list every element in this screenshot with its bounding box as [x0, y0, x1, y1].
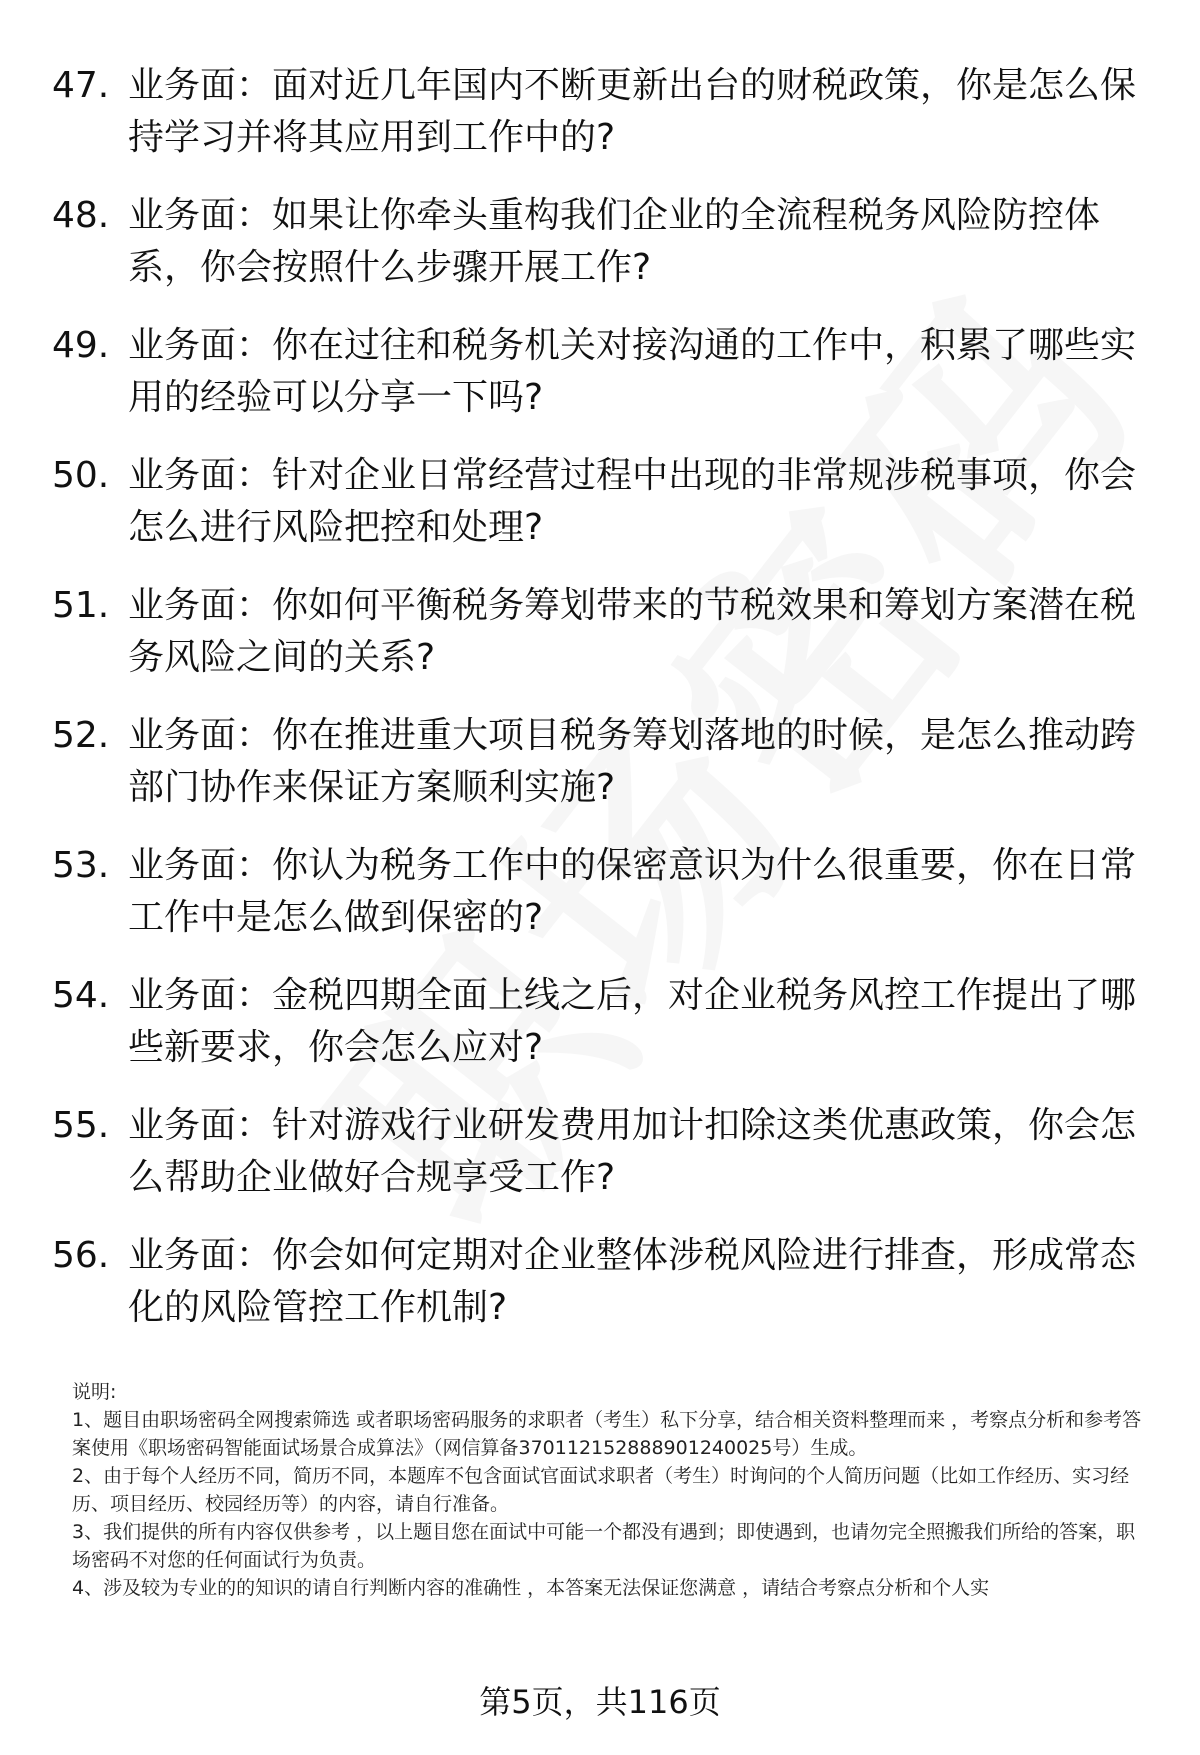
notes-heading: 说明:: [72, 1381, 117, 1403]
notes-section: [72, 1378, 1152, 1602]
question-number: 54.: [52, 975, 110, 1016]
question-text: 业务面：针对企业日常经营过程中出现的非常规涉税事项，你会怎么进行风险把控和处理?: [128, 455, 1137, 548]
question-text: 业务面：你如何平衡税务筹划带来的节税效果和筹划方案潜在税务风险之间的关系?: [128, 585, 1137, 678]
question-text: 业务面：你认为税务工作中的保密意识为什么很重要，你在日常工作中是怎么做到保密的?: [128, 845, 1137, 938]
note-item: 4、涉及较为专业的的知识的请自行判断内容的准确性 ，本答案无法保证您满意 ，请结合考察点分析和个人实: [72, 1577, 990, 1599]
note-item: 2、由于每个人经历不同，简历不同，本题库不包含面试官面试求职者（考生）时询问的个人简历问题（比如工作经历、实习经历、项目经历、校园经历等）的内容，请自行准备。: [72, 1465, 1130, 1515]
question-text: 业务面：如果让你牵头重构我们企业的全流程税务风险防控体系，你会按照什么步骤开展工作?: [128, 195, 1101, 288]
question-item: [0, 190, 1200, 320]
question-item: [0, 320, 1200, 450]
question-number: 56.: [52, 1235, 110, 1276]
question-item: [0, 1100, 1200, 1230]
question-item: [0, 840, 1200, 970]
question-number: 50.: [52, 455, 110, 496]
page-number: 第5页，共116页: [479, 1683, 721, 1721]
note-item: 3、我们提供的所有内容仅供参考 ，以上题目您在面试中可能一个都没有遇到；即使遇到，也请勿完全照搬我们所给的答案，职场密码不对您的任何面试行为负责。: [72, 1521, 1136, 1571]
question-item: [0, 1230, 1200, 1360]
question-number: 49.: [52, 325, 110, 366]
question-number: 47.: [52, 65, 110, 106]
question-item: [0, 970, 1200, 1100]
note-item: 1、题目由职场密码全网搜索筛选 或者职场密码服务的求职者（考生）私下分享，结合相关资料整理而来 ，考察点分析和参考答案使用《职场密码智能面试场景合成算法》（网信算备370112152888901240025号）生成。: [72, 1409, 1142, 1459]
question-number: 48.: [52, 195, 110, 236]
question-item: [0, 60, 1200, 190]
question-text: 业务面：针对游戏行业研发费用加计扣除这类优惠政策，你会怎么帮助企业做好合规享受工作?: [128, 1105, 1137, 1198]
question-list: [0, 60, 1200, 1360]
question-number: 55.: [52, 1105, 110, 1146]
question-text: 业务面：你在过往和税务机关对接沟通的工作中，积累了哪些实用的经验可以分享一下吗?: [128, 325, 1137, 418]
question-text: 业务面：你会如何定期对企业整体涉税风险进行排查，形成常态化的风险管控工作机制?: [128, 1235, 1137, 1328]
question-item: [0, 580, 1200, 710]
question-text: 业务面：面对近几年国内不断更新出台的财税政策，你是怎么保持学习并将其应用到工作中的?: [128, 65, 1137, 158]
question-number: 51.: [52, 585, 110, 626]
question-text: 业务面：你在推进重大项目税务筹划落地的时候，是怎么推动跨部门协作来保证方案顺利实施?: [128, 715, 1137, 808]
question-item: [0, 450, 1200, 580]
question-number: 52.: [52, 715, 110, 756]
question-number: 53.: [52, 845, 110, 886]
question-text: 业务面：金税四期全面上线之后，对企业税务风控工作提出了哪些新要求，你会怎么应对?: [128, 975, 1137, 1068]
question-item: [0, 710, 1200, 840]
